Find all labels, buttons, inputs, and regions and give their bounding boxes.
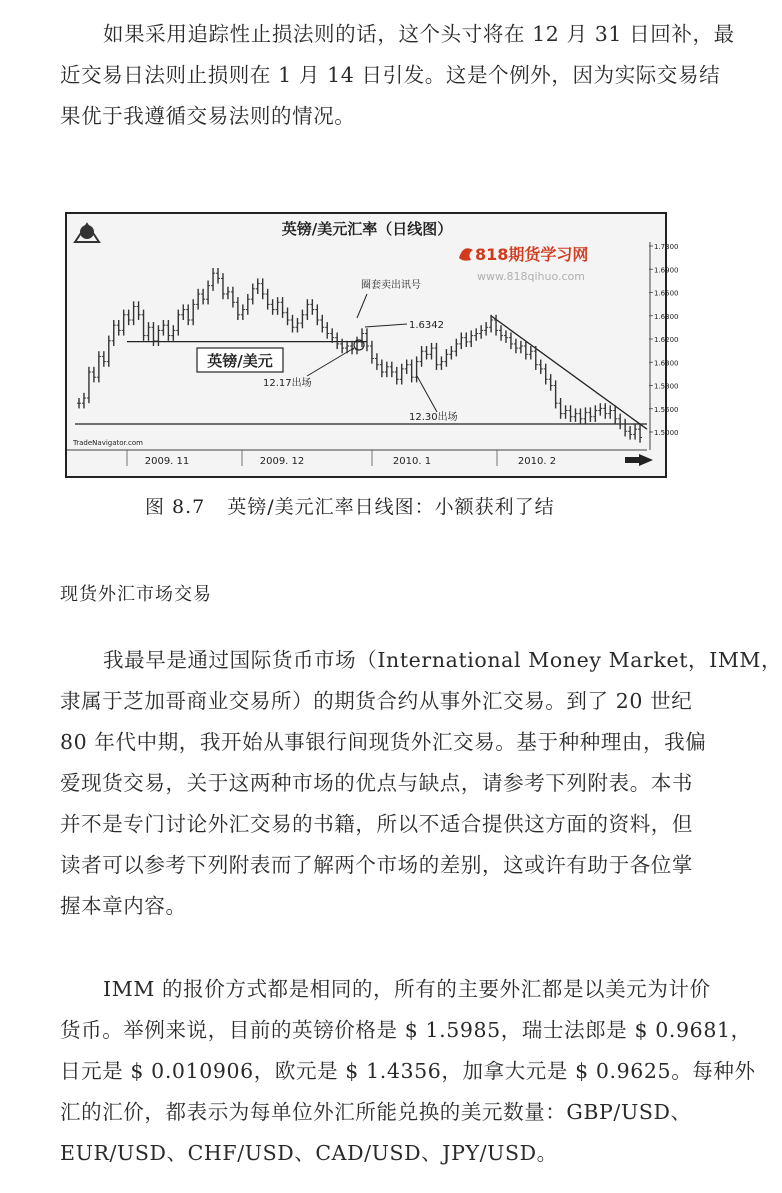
series-label: 英镑/美元 <box>207 352 273 370</box>
paragraph-line: 隶属于芝加哥商业交易所）的期货合约从事外汇交易。到了 20 世纪 <box>60 689 693 713</box>
signal-arrow <box>357 294 367 318</box>
paragraph-line: EUR/USD、CHF/USD、CAD/USD、JPY/USD。 <box>60 1141 558 1165</box>
paragraph-line: 果优于我遵循交易法则的情况。 <box>60 104 356 128</box>
y-tick-label: 1.6500 <box>654 289 679 298</box>
y-tick-label: 1.6300 <box>654 312 679 321</box>
paragraph-line: 我最早是通过国际货币市场（International Money Market，IMM， <box>103 648 782 672</box>
y-tick-label: 1.6300 <box>654 359 679 368</box>
exit2-annotation: 12.30出场 <box>409 412 458 423</box>
y-tick-label: 1.7300 <box>654 243 679 251</box>
watermark-brand: 818期货学习网 <box>475 245 589 264</box>
y-tick-label: 1.5000 <box>654 429 679 437</box>
scroll-right-arrow-shaft <box>625 457 639 463</box>
paragraph-line: 80 年代中期，我开始从事银行间现货外汇交易。基于种种理由，我偏 <box>60 730 707 754</box>
figure-caption <box>145 492 555 519</box>
intro-paragraph <box>60 14 750 137</box>
chart-title: 英镑/美元汇率（日线图） <box>281 220 453 238</box>
paragraph-line: 日元是 $ 0.010906，欧元是 $ 1.4356，加拿大元是 $ 0.9625。每种外 <box>60 1059 756 1083</box>
level-annotation: 1.6342 <box>409 320 444 331</box>
level-arrow <box>365 324 407 327</box>
trade-navigator-logo-icon <box>75 224 99 242</box>
body-paragraph <box>60 969 756 1174</box>
watermark-url: www.818qihuo.com <box>477 270 585 283</box>
paragraph-line: 如果采用追踪性止损法则的话，这个头寸将在 12 月 31 日回补，最 <box>103 22 735 46</box>
exit1-arrow <box>307 348 354 376</box>
y-tick-label: 1.5500 <box>654 405 679 414</box>
y-tick-label: 1.6200 <box>654 336 679 344</box>
paragraph-line: 爱现货交易，关于这两种市场的优点与缺点，请参考下列附表。本书 <box>60 771 693 795</box>
paragraph-line: IMM 的报价方式都是相同的，所有的主要外汇都是以美元为计价 <box>103 977 711 1001</box>
exit2-arrow <box>417 376 437 412</box>
figure-caption-text: 英镑/美元汇率日线图：小额获利了结 <box>227 496 555 518</box>
brand-flame-icon <box>459 248 473 260</box>
paragraph-line: 汇的汇价，都表示为每单位外汇所能兑换的美元数量：GBP/USD、 <box>60 1100 692 1124</box>
paragraph-line: 读者可以参考下列附表而了解两个市场的差别，这或许有助于各位掌 <box>60 853 693 877</box>
x-tick-label: 2009. 12 <box>259 456 305 467</box>
source-label: TradeNavigator.com <box>73 439 143 447</box>
paragraph-line: 握本章内容。 <box>60 894 187 918</box>
section-title: 现货外汇市场交易 <box>60 584 212 605</box>
y-tick-label: 1.5800 <box>654 382 679 391</box>
body-paragraph <box>60 640 782 927</box>
figure-number: 图 8.7 <box>145 496 206 518</box>
paragraph-line: 货币。举例来说，目前的英镑价格是 $ 1.5985，瑞士法郎是 $ 0.9681， <box>60 1018 752 1042</box>
x-tick-label: 2010. 1 <box>392 456 432 467</box>
x-tick-label: 2009. 11 <box>144 456 190 467</box>
paragraph-line: 近交易日法则止损则在 1 月 14 日引发。这是个例外，因为实际交易结 <box>60 63 721 87</box>
scroll-right-arrow-icon <box>639 454 653 466</box>
gbp-usd-chart-figure <box>65 212 679 478</box>
y-tick-label: 1.6900 <box>654 266 679 275</box>
paragraph-line: 并不是专门讨论外汇交易的书籍，所以不适合提供这方面的资料，但 <box>60 812 693 836</box>
signal-annotation: 圈套卖出讯号 <box>361 280 421 291</box>
downtrend-line <box>491 316 647 429</box>
chart-svg <box>67 214 679 476</box>
x-tick-label: 2010. 2 <box>517 456 557 467</box>
exit1-annotation: 12.17出场 <box>263 378 312 389</box>
